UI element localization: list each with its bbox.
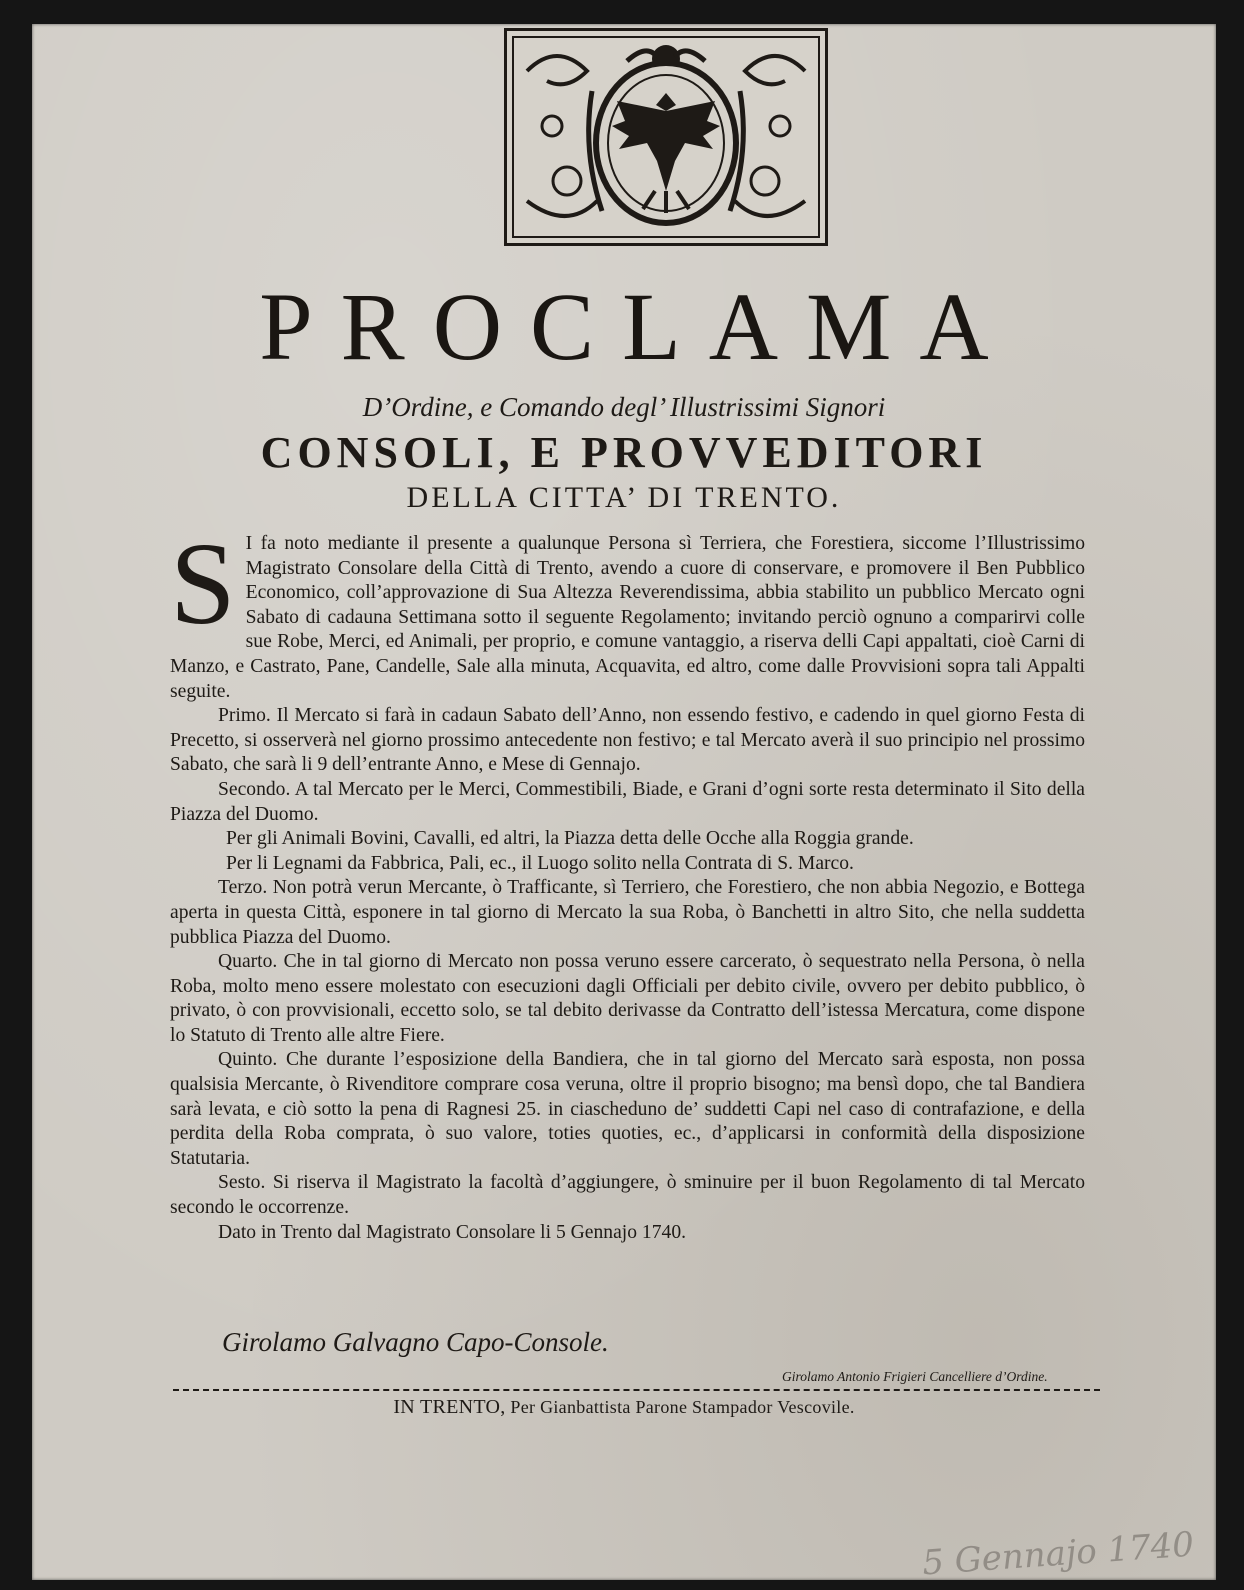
eagle-coat-of-arms-emblem (504, 28, 828, 246)
intro-paragraph (170, 518, 1085, 704)
order-line: D’Ordine, e Comando degl’ Illustrissimi Signori (362, 392, 886, 422)
dated-line: Dato in Trento dal Magistrato Consolare li 5 Gennajo 1740. (218, 1221, 687, 1243)
article-quinto: Quinto. Che durante l’esposizione della Bandiera, che in tal giorno del Mercato sarà esposta, non possa qualsisia Mercante, ò Rivenditore comprare cosa veruna, oltre il proprio bisogno; ma bensì dopo, che tal Bandiera sarà levata, e ciò sotto la pena di Ragnesi 25. in ciascheduno de’ suddetti Capi nel caso di contrafazione, e della perdita della Roba comprata, ò suo valore, toties quoties, ec., d’applicarsi in conformità della disposizione Statutaria. (170, 1049, 1085, 1169)
article-secondo: Secondo. A tal Mercato per le Merci, Commestibili, Biade, e Grani d’ogni sorte resta determinato il Sito della Piazza del Duomo. (170, 778, 1085, 825)
article-quarto: Quarto. Che in tal giorno di Mercato non possa veruno essere carcerato, ò sequestrato nella Persona, ò nella Roba, molto meno essere molestato con esecuzioni dagli Officiali per debito civile, ovvero per debito pubblico, ò privato, ò con provvisionali, eccetto solo, se tal debito derivasse da Contratto dell’istessa Mercatura, come dispone lo Statuto di Trento alle altre Fiere. (170, 951, 1085, 1046)
proclamation-body (170, 518, 1085, 1245)
pencil-date-note: 5 Gennajo 1740 (920, 1524, 1196, 1584)
article-sesto: Sesto. Si riserva il Magistrato la facoltà d’aggiungere, ò sminuire per il buon Regolamento di tal Mercato secondo le occorrenze. (170, 1172, 1085, 1219)
authority-heading: CONSOLI, E PROVVEDITORI (260, 428, 988, 477)
article-secondo-legnami: Per li Legnami da Fabbrica, Pali, ec., il Luogo solito nella Contrata di S. Marco. (226, 852, 854, 874)
city-heading: DELLA CITTA’ DI TRENTO. (406, 481, 842, 514)
imprint-place: IN TRENTO, (393, 1396, 506, 1418)
article-secondo-animali: Per gli Animali Bovini, Cavalli, ed altri, la Piazza detta delle Ocche alla Roggia grande. (226, 828, 914, 850)
article-primo: Primo. Il Mercato si farà in cadaun Sabato dell’Anno, non essendo festivo, e cadendo in quel giorno Festa di Precetto, si osserverà nel giorno prossimo antecedente non festivo; e tal Mercato averà il suo principio nel prossimo Sabato, che sarà li 9 dell’entrante Anno, e Mese di Gennajo. (170, 705, 1085, 776)
eagle-icon (507, 31, 825, 243)
proclamation-sheet (32, 24, 1216, 1584)
intro-text: I fa noto mediante il presente a qualunque Persona sì Terriera, che Forestiera, siccome l’Illustrissimo Magistrato Consolare della Città di Trento, avendo a cuore di conservare, e promovere il Ben Pubblico Economico, coll’approvazione di Sua Altezza Reverendissima, abbia stabilito un pubblico Mercato ogni Sabato di cadauna Settimana sotto il seguente Regolamento; invitando perciò ognuno a comparirvi colle sue Robe, Merci, ed Animali, per proprio, e comune vantaggio, a riserva delli Capi appaltati, cioè Carni di Manzo, e Castrato, Pane, Candelle, Sale alla minuta, Acquavita, ed altro, come dalle Provvisioni sopra tali Appalti seguite. (170, 533, 1085, 702)
imprint-printer: Per Gianbattista Parone Stampador Vescovile. (510, 1397, 855, 1417)
article-terzo: Terzo. Non potrà verun Mercante, ò Trafficante, sì Terriero, che Forestiero, che non abbia Negozio, e Bottega aperta in questa Città, esponere in tal giorno di Mercato la sua Roba, ò Banchetti in altro Sito, che nella suddetta pubblica Piazza del Duomo. (170, 877, 1085, 948)
divider-rule (173, 1389, 1100, 1391)
printer-imprint (32, 1396, 1216, 1419)
proclamation-title: PROCLAMA (259, 273, 1017, 380)
drop-cap: S (170, 518, 236, 649)
chancellor-signature: Girolamo Antonio Frigieri Cancelliere d’Ordine. (782, 1369, 1048, 1384)
consul-signature: Girolamo Galvagno Capo-Console. (222, 1327, 609, 1357)
